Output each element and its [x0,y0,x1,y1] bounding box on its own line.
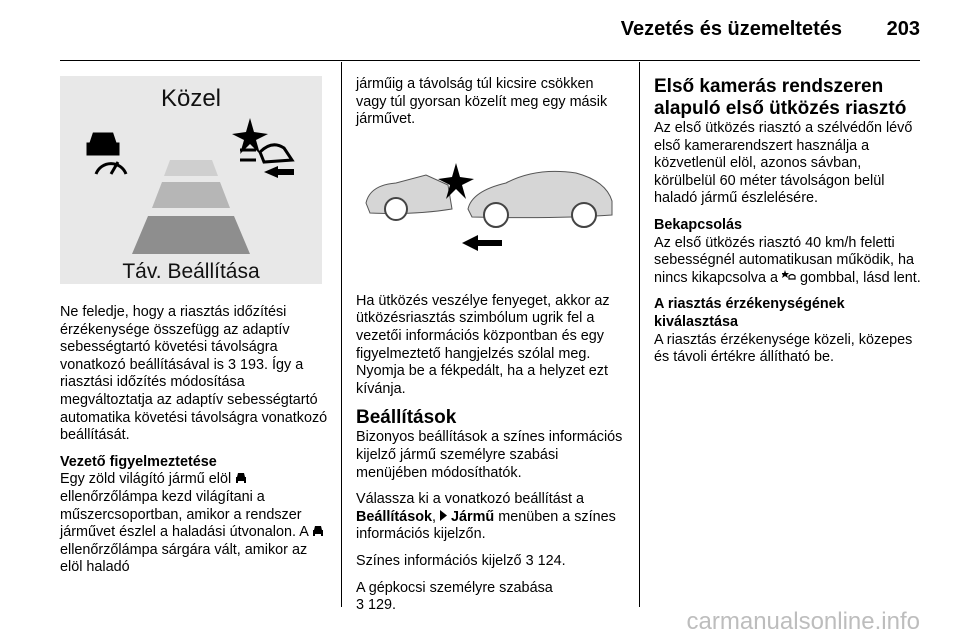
text-span: Az első ütközés riasztó 40 km/h feletti sebességnél automatikusan működik, ha nincs kikapcsolva a [654,234,914,286]
paragraph-settings-select [356,491,626,544]
figure-collision [356,145,618,263]
distance-bar-medium [152,182,230,208]
page-ref-icon: 3 [525,552,534,569]
header-title: Vezetés és üzemeltetés [620,18,842,40]
text-span: Ne feledje, hogy a riasztás időzítési érzékenysége összefügg az adaptív sebességtartó követési távolságra vonatkozó beállításával is [60,304,290,373]
menu-name-settings: Beállítások [356,508,432,525]
menu-name-vehicle: Jármű [451,508,495,525]
distance-bar-far [132,216,250,254]
column-divider-1 [341,62,342,607]
front-car-shape [366,175,452,214]
heading-activation: Bekapcsolás [654,216,742,233]
text-span: menüben a színes információs kijelzőn. [356,508,616,543]
paragraph-activation [654,235,924,288]
paragraph-timing-sensitivity [60,304,330,445]
paragraph-personalization-ref: A gépkocsi személyre szabása 3 129. [356,579,553,614]
vehicle-ahead-icon [312,525,324,536]
text-span: A gépkocsi személyre szabása [356,579,553,596]
page-header [0,10,960,50]
wheel-shape [385,198,407,220]
heading-front-camera-fcw: Első kamerás rendszeren alapuló első ütközés riasztó [654,76,907,119]
text-span: ellenőrzőlámpa kezd világítani a műszercsoportban, amikor a rendszer járművet észlel a haladási útvonalon. A [60,488,308,541]
collision-alert-button-icon [782,270,796,282]
figure-label-tav: Táv. Beállítása [122,260,260,283]
paragraph-driver-warning [60,471,330,577]
column-3 [654,76,924,376]
distance-bar-near [164,160,218,176]
paragraph-collision-warning: Ha ütközés veszélye fenyeget, akkor az ütközésriasztás szimbólum ugrik fel a vezetői információs központban és egy figyelmeztető hangjelzés szólal meg. Nyomja be a fékpedált, ha a helyzet ezt kívánja. [356,292,610,397]
header-rule [60,60,920,61]
column-2 [356,76,626,624]
paragraph-camera-system: Az első ütközés riasztó a szélvédőn lévő első kamerarendszert használja a közvetlenül elöl, azonos sávban, körülbelül 60 méter távolságon belül haladó jármű észlelésére. [654,120,913,207]
column-1 [60,76,330,586]
figure-alert-sensitivity [60,76,322,284]
page-ref-icon: 3 [228,356,237,373]
heading-alert-sensitivity: A riasztás érzékenységének kiválasztása [654,296,845,330]
heading-driver-warning: Vezető figyelmeztetése [60,453,217,470]
paragraph-distance: járműig a távolság túl kicsire csökken vagy túl gyorsan közelít meg egy másik járművet. [356,76,608,128]
arrow-shaft [478,240,502,246]
wheel-shape [572,203,596,227]
heading-settings: Beállítások [356,407,457,429]
arrow-left-icon [462,235,478,251]
wheel-shape [484,203,508,227]
text-span: , [432,508,440,525]
text-span: gombbal, lásd lent. [799,269,921,286]
figure-label-kozel: Közel [160,85,222,112]
page-ref-icon: 3 [356,597,365,614]
text-span: ellenőrzőlámpa sárgára vált, amikor az elöl haladó [60,541,308,576]
text-span: Egy zöld világító jármű elöl [60,471,232,488]
paragraph-settings-intro: Bizonyos beállítások a színes információs kijelző jármű személyre szabási menüjében módosíthatók. [356,429,623,481]
menu-arrow-icon [440,510,447,521]
paragraph-display-ref: Színes információs kijelző 3 124. [356,552,566,569]
alert-sensitivity-illustration [60,76,322,284]
page-number: 203 [886,18,920,40]
collision-illustration [356,145,618,263]
text-span: . Így a riasztási időzítés módosítása megváltoztatja az adaptív sebességtartó automatika követési távolságra vonatkozó beállítását. [60,356,328,444]
text-span: Színes információs kijelző [356,552,522,569]
column-divider-2 [639,62,640,607]
text-span: Válassza ki a vonatkozó beállítást a [356,491,584,508]
watermark: carmanualsonline.info [686,608,920,635]
vehicle-ahead-icon [235,472,247,483]
page-reference[interactable]: 193 [240,356,265,373]
paragraph-alert-sensitivity: A riasztás érzékenysége közeli, közepes és távoli értékre állítható be. [654,331,913,366]
page-reference[interactable]: 124 [537,552,562,569]
page-reference[interactable]: 129 [368,597,393,614]
